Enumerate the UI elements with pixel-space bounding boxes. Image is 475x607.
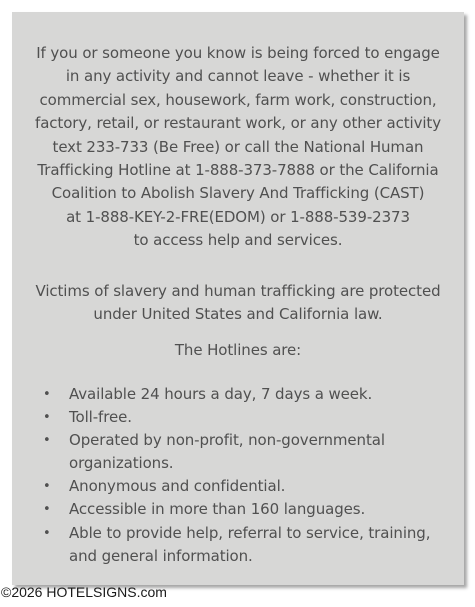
bullet-icon: • [43,479,51,495]
list-item-text: Anonymous and confidential. [69,477,286,496]
hotlines-heading [12,339,464,362]
list-item-text: Toll-free. [69,408,132,427]
list-item-text: and general information. [69,546,253,565]
intro-line: at 1-888-KEY-2-FRE(EDOM) or 1-888-539-2373 [66,207,410,226]
copyright-notice: ©2026 HOTELSIGNS.com [1,584,167,600]
intro-line: Trafficking Hotline at 1-888-373-7888 or the California [37,161,439,180]
list-item [12,383,464,406]
bullet-icon: • [43,525,51,541]
protection-line: Victims of slavery and human trafficking are protected [35,282,441,300]
list-item-text: Able to provide help, referral to service, training, [69,523,431,542]
bullet-icon: • [43,387,51,402]
hotline-features-list [12,383,464,568]
list-item-text: organizations. [69,454,174,473]
intro-paragraph [12,42,464,253]
intro-line: to access help and services. [133,231,343,250]
intro-line: text 233-733 (Be Free) or call the National Human [52,137,424,156]
intro-line: If you or someone you know is being forced to engage [36,44,440,62]
intro-line: in any activity and cannot leave - whether it is [65,67,411,86]
list-item [12,475,464,498]
list-item [12,406,464,429]
intro-line: commercial sex, housework, farm work, construction, [39,90,437,109]
intro-line: Coalition to Abolish Slavery And Trafficking (CAST) [51,184,425,203]
list-item [12,522,464,568]
list-item [12,498,464,521]
protection-paragraph [12,280,464,327]
list-item-text: Accessible in more than 160 languages. [69,500,366,519]
list-item-text: Operated by non-profit, non-governmental [69,431,385,450]
hotlines-heading-text: The Hotlines are: [174,341,302,359]
protection-line: under United States and California law. [93,305,383,324]
bullet-icon: • [43,433,51,449]
list-item-text: Available 24 hours a day, 7 days a week. [69,385,373,403]
intro-line: factory, retail, or restaurant work, or any other activity [35,114,441,133]
list-item [12,429,464,475]
bullet-icon: • [43,502,51,518]
bullet-icon: • [43,410,51,426]
trafficking-notice-sign [12,12,464,585]
